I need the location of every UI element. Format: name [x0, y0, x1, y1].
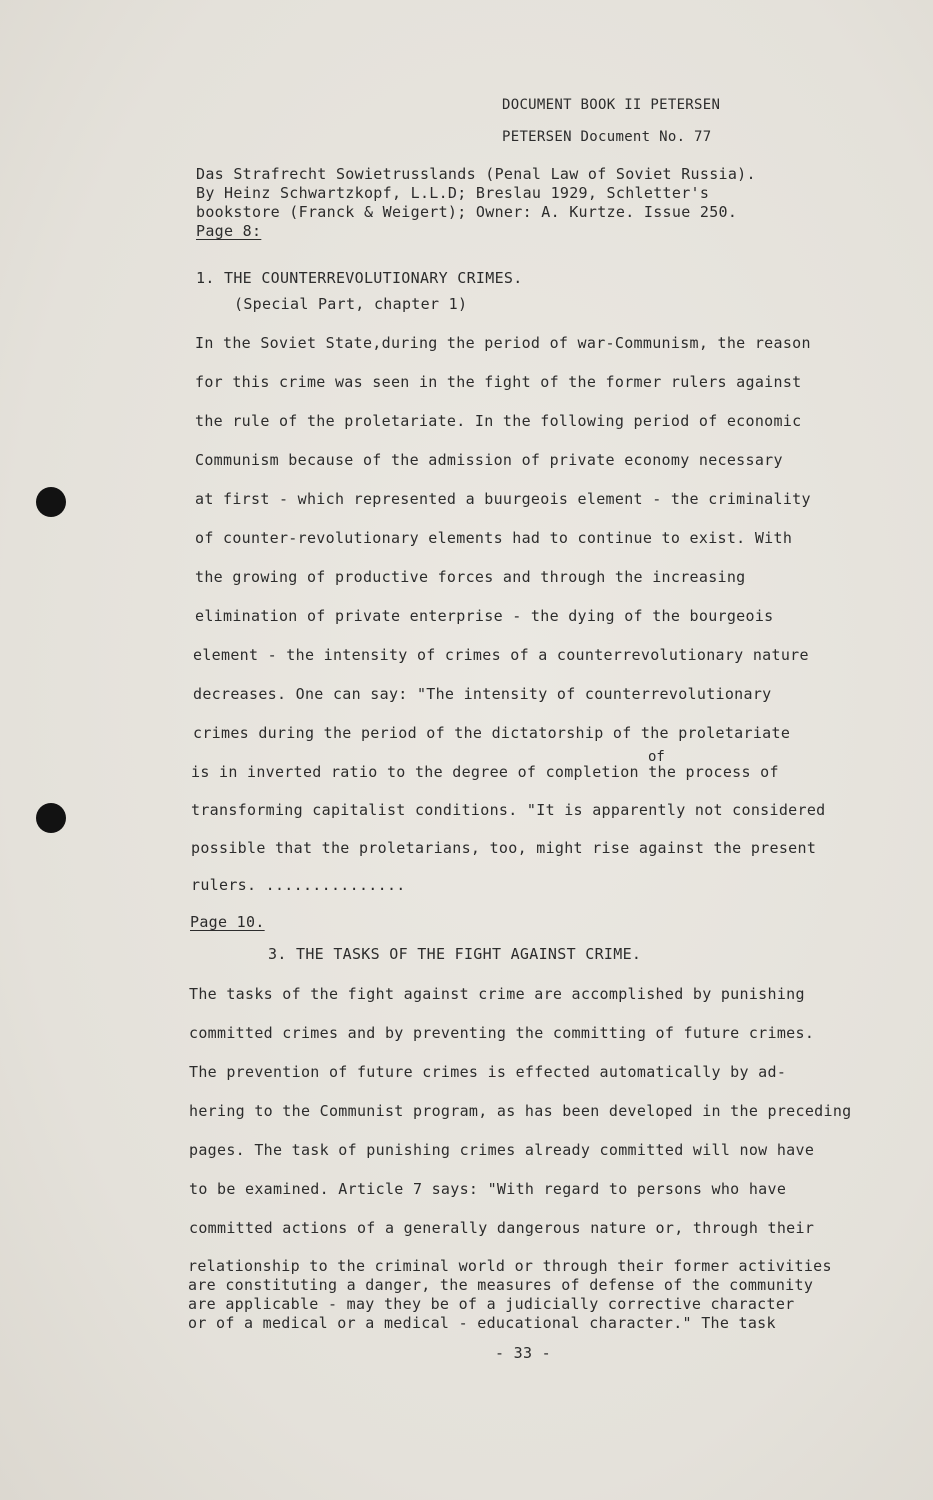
section-heading: 3. THE TASKS OF THE FIGHT AGAINST CRIME.: [268, 945, 642, 963]
page-reference: Page 8:: [196, 222, 262, 240]
body-line: the rule of the proletariate. In the following period of economic: [195, 412, 802, 430]
body-line: hering to the Communist program, as has been developed in the preceding: [189, 1102, 852, 1120]
handwritten-insertion: of: [648, 749, 665, 765]
body-line: pages. The task of punishing crimes already committed will now have: [189, 1141, 815, 1159]
body-line: Communism because of the admission of private economy necessary: [195, 451, 783, 469]
body-line: relationship to the criminal world or through their former activities: [188, 1257, 832, 1275]
body-line: committed crimes and by preventing the committing of future crimes.: [189, 1024, 815, 1042]
body-line: are applicable - may they be of a judicially corrective character: [188, 1295, 795, 1313]
body-line: elimination of private enterprise - the dying of the bourgeois: [195, 607, 774, 625]
body-line: to be examined. Article 7 says: "With regard to persons who have: [189, 1180, 787, 1198]
body-line: are constituting a danger, the measures of defense of the community: [188, 1276, 814, 1294]
body-line: possible that the proletarians, too, might rise against the present: [191, 839, 817, 857]
body-line: of counter-revolutionary elements had to continue to exist. With: [195, 529, 793, 547]
page-reference: Page 10.: [190, 913, 265, 931]
body-line: crimes during the period of the dictatorship of the proletariate: [193, 724, 791, 742]
body-line: element - the intensity of crimes of a counterrevolutionary nature: [193, 646, 809, 664]
body-line: The tasks of the fight against crime are accomplished by punishing: [189, 985, 805, 1003]
citation-line: bookstore (Franck & Weigert); Owner: A. Kurtze. Issue 250.: [196, 203, 738, 221]
page-number: - 33 -: [495, 1344, 551, 1362]
citation-line: Das Strafrecht Sowietrusslands (Penal Law of Soviet Russia).: [196, 165, 756, 183]
body-line: transforming capitalist conditions. "It is apparently not considered: [191, 801, 826, 819]
body-line: for this crime was seen in the fight of the former rulers against: [195, 373, 802, 391]
punch-hole-lower: [36, 803, 66, 833]
section-subheading: (Special Part, chapter 1): [234, 295, 468, 313]
punch-hole-upper: [36, 487, 66, 517]
body-line: The prevention of future crimes is effected automatically by ad-: [189, 1063, 787, 1081]
document-book-label: DOCUMENT BOOK II PETERSEN: [502, 97, 721, 113]
body-line: is in inverted ratio to the degree of completion the process of: [191, 763, 779, 781]
body-line: committed actions of a generally dangerous nature or, through their: [189, 1219, 815, 1237]
body-line: decreases. One can say: "The intensity of counterrevolutionary: [193, 685, 772, 703]
section-heading: 1. THE COUNTERREVOLUTIONARY CRIMES.: [196, 269, 523, 287]
body-line: rulers. ...............: [191, 876, 406, 894]
citation-line: By Heinz Schwartzkopf, L.L.D; Breslau 1929, Schletter's: [196, 184, 710, 202]
document-number: PETERSEN Document No. 77: [502, 129, 712, 145]
body-line: the growing of productive forces and through the increasing: [195, 568, 746, 586]
body-line: In the Soviet State,during the period of war-Communism, the reason: [195, 334, 811, 352]
body-line: or of a medical or a medical - educational character." The task: [188, 1314, 776, 1332]
body-line: at first - which represented a buurgeois element - the criminality: [195, 490, 811, 508]
